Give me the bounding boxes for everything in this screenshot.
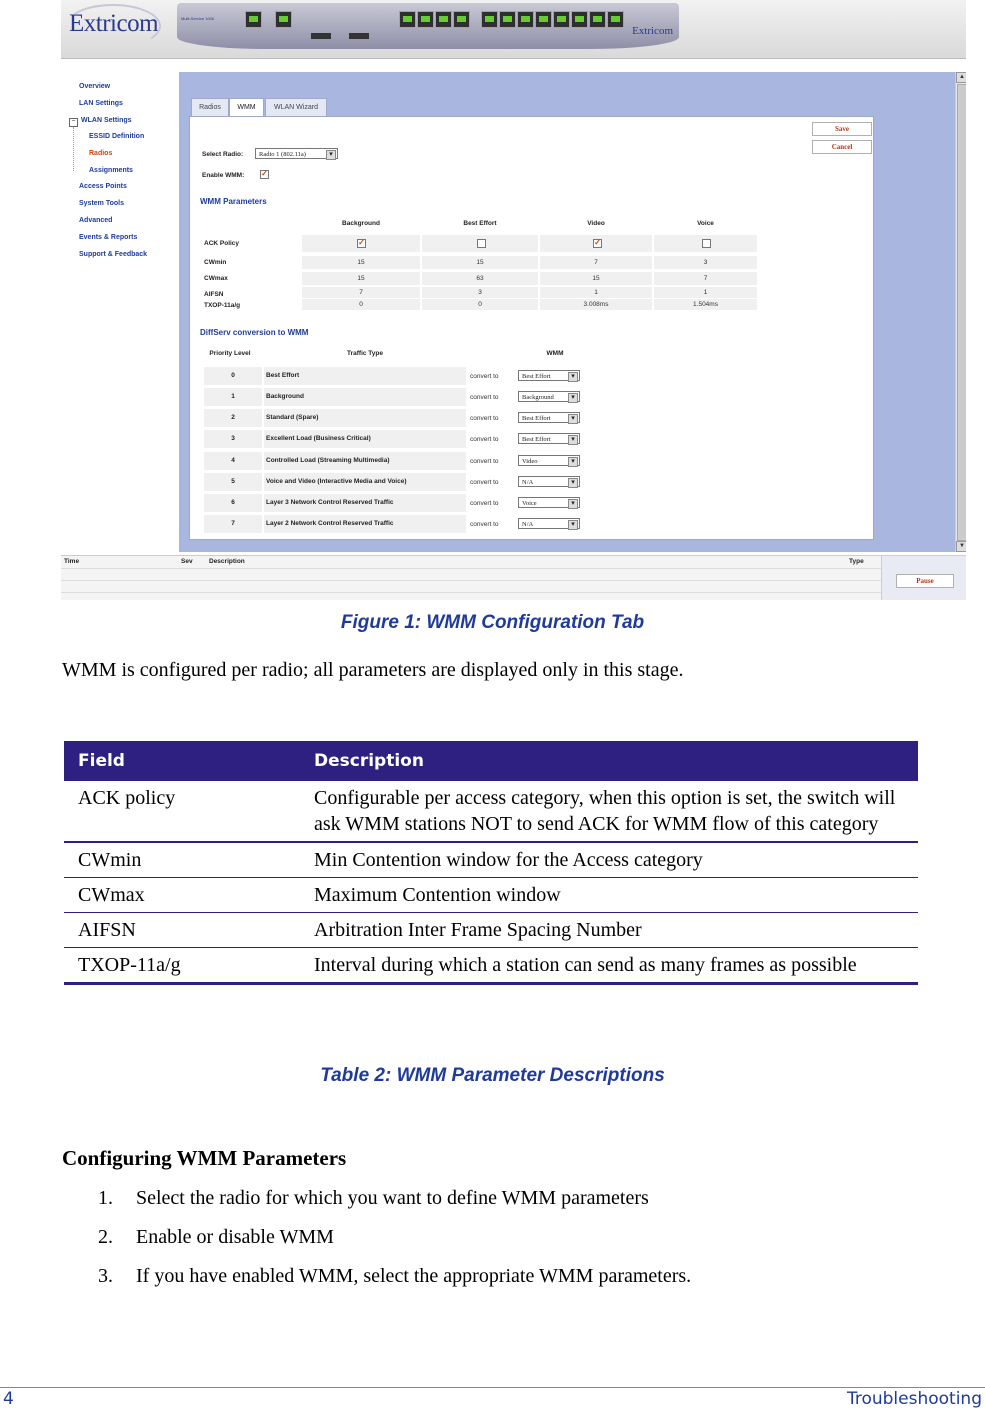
wmm-parameter-table	[64, 741, 918, 985]
port-slot	[311, 33, 331, 39]
nav-item-advanced[interactable]: Advanced	[79, 217, 113, 224]
ds-wmm-dropdown[interactable]: N/A ▾	[518, 518, 580, 529]
field-cell: CWmax	[64, 878, 300, 913]
ds-level: 4	[204, 452, 262, 470]
col-priority-level: Priority Level	[209, 350, 251, 357]
col-traffic-type: Traffic Type	[346, 350, 383, 357]
tree-connector	[73, 127, 74, 171]
nav-item-events-reports[interactable]: Events & Reports	[79, 234, 138, 241]
table-row	[64, 948, 918, 984]
ds-wmm-dropdown[interactable]: Best Effort ▾	[518, 370, 580, 381]
ds-convert-label: convert to	[470, 500, 499, 507]
main-content	[179, 72, 955, 552]
row-cwmin-label: CWmin	[204, 259, 227, 266]
ds-convert-label: convert to	[470, 479, 499, 486]
radio-port-icon	[499, 11, 516, 28]
ds-level: 7	[204, 515, 262, 533]
ds-wmm-dropdown[interactable]: Background ▾	[518, 391, 580, 402]
log-divider	[61, 568, 881, 569]
footer-section: Troubleshooting	[846, 1389, 982, 1409]
ack-best-effort-checkbox[interactable]	[477, 239, 486, 248]
step-number: 3.	[98, 1265, 113, 1287]
ds-type: Excellent Load (Business Critical)	[264, 430, 466, 448]
nav-item-lan-settings[interactable]: LAN Settings	[79, 100, 123, 107]
col-wmm: WMM	[546, 350, 564, 357]
diffserv-heading: DiffServ conversion to WMM	[200, 328, 309, 337]
ds-wmm-dropdown[interactable]: Best Effort ▾	[518, 433, 580, 444]
enable-wmm-label: Enable WMM:	[202, 172, 245, 179]
radio-port-icon	[399, 11, 416, 28]
pause-button[interactable]: Pause	[896, 574, 954, 588]
cwmax-video[interactable]: 15	[540, 272, 652, 285]
step-number: 2.	[98, 1226, 113, 1248]
table-caption: Table 2: WMM Parameter Descriptions	[320, 1065, 665, 1086]
collapse-icon[interactable]: −	[69, 118, 78, 127]
row-cwmax-label: CWmax	[204, 275, 228, 282]
log-col-type: Type	[849, 558, 864, 565]
radio-port-icon	[435, 11, 452, 28]
field-cell: TXOP-11a/g	[64, 948, 300, 984]
tab-wlan-wizard[interactable]: WLAN Wizard	[265, 98, 327, 116]
ack-video-checkbox[interactable]: ✓	[594, 238, 601, 247]
description-cell: Configurable per access category, when this option is set, the switch will ask WMM stations NOT to send ACK for WMM flow of this category	[300, 781, 918, 842]
nav-item-radios[interactable]: Radios	[89, 150, 113, 157]
table-row	[64, 913, 918, 948]
col-background: Background	[342, 220, 380, 227]
ds-convert-label: convert to	[470, 521, 499, 528]
wmm-parameters-heading: WMM Parameters	[200, 197, 267, 206]
cwmin-voice[interactable]: 3	[654, 256, 757, 269]
select-radio-dropdown[interactable]: Radio 1 (802.11a) ▾	[255, 148, 338, 159]
row-aifsn-label: AIFSN	[204, 291, 224, 298]
port-slot	[349, 33, 369, 39]
step-item	[98, 1187, 649, 1210]
log-divider	[61, 580, 881, 581]
wmm-config-screenshot	[61, 0, 966, 600]
table-header-row	[64, 741, 918, 781]
ack-voice-checkbox[interactable]	[702, 239, 711, 248]
cwmax-best-effort[interactable]: 63	[422, 272, 538, 285]
field-cell: ACK policy	[64, 781, 300, 842]
ack-voice-cell	[654, 235, 757, 252]
txop-voice[interactable]: 1.504ms	[654, 299, 757, 310]
nav-item-assignments[interactable]: Assignments	[89, 167, 133, 174]
ds-level: 1	[204, 388, 262, 406]
txop-video[interactable]: 3.008ms	[540, 299, 652, 310]
description-cell: Maximum Contention window	[300, 878, 918, 913]
ds-convert-label: convert to	[470, 394, 499, 401]
step-text: Select the radio for which you want to define WMM parameters	[136, 1187, 649, 1209]
aifsn-voice[interactable]: 1	[654, 287, 757, 298]
nav-item-access-points[interactable]: Access Points	[79, 183, 127, 190]
radio-port-icon	[607, 11, 624, 28]
ack-background-cell	[302, 235, 420, 252]
radio-port-icon	[517, 11, 534, 28]
radio-port-icon	[453, 11, 470, 28]
header-banner	[61, 0, 966, 59]
ds-convert-label: convert to	[470, 436, 499, 443]
radio-port-icon	[535, 11, 552, 28]
table-row	[64, 878, 918, 913]
table-header-description: Description	[300, 741, 918, 781]
row-ack-policy-label: ACK Policy	[204, 240, 240, 247]
nav-item-overview[interactable]: Overview	[79, 83, 111, 90]
extricom-logo: Extricom	[69, 10, 159, 37]
ds-type: Standard (Spare)	[264, 409, 466, 427]
log-col-time: Time	[64, 558, 80, 565]
radio-port-icon	[481, 11, 498, 28]
nav-item-system-tools[interactable]: System Tools	[79, 200, 124, 207]
aifsn-best-effort[interactable]: 3	[422, 287, 538, 298]
ack-best-effort-cell	[422, 235, 538, 252]
aifsn-video[interactable]: 1	[540, 287, 652, 298]
description-cell: Arbitration Inter Frame Spacing Number	[300, 913, 918, 948]
ds-level: 2	[204, 409, 262, 427]
log-col-description: Description	[209, 558, 245, 565]
col-video: Video	[587, 220, 605, 227]
ds-convert-label: convert to	[470, 373, 499, 380]
ethernet-port-icon	[245, 11, 262, 28]
ethernet-port-icon	[275, 11, 292, 28]
txop-background[interactable]: 0	[302, 299, 420, 310]
radio-port-icon	[553, 11, 570, 28]
radio-port-icon	[417, 11, 434, 28]
ds-type: Layer 2 Network Control Reserved Traffic	[264, 515, 466, 533]
aifsn-background[interactable]: 7	[302, 287, 420, 298]
table-header-field: Field	[64, 741, 300, 781]
log-col-sev: Sev	[181, 558, 193, 565]
ds-wmm-dropdown[interactable]: N/A ▾	[518, 476, 580, 487]
vertical-scrollbar[interactable]	[955, 72, 966, 552]
step-number: 1.	[98, 1187, 113, 1209]
select-radio-label: Select Radio:	[202, 151, 244, 158]
field-cell: CWmin	[64, 842, 300, 878]
nav-item-essid-definition[interactable]: ESSID Definition	[89, 133, 145, 140]
cwmin-background[interactable]: 15	[302, 256, 420, 269]
ds-wmm-dropdown[interactable]: Voice ▾	[518, 497, 580, 508]
field-cell: AIFSN	[64, 913, 300, 948]
nav-item-support-feedback[interactable]: Support & Feedback	[79, 251, 148, 258]
device-brand-label: Extricom	[632, 25, 673, 37]
step-text: If you have enabled WMM, select the appropriate WMM parameters.	[136, 1265, 692, 1287]
nav-item-wlan-settings[interactable]: WLAN Settings	[81, 117, 132, 124]
events-log	[61, 555, 966, 600]
footer-divider	[0, 1387, 985, 1388]
step-item	[98, 1226, 334, 1249]
cwmax-background[interactable]: 15	[302, 272, 420, 285]
ds-level: 0	[204, 367, 262, 385]
log-side-panel	[881, 556, 966, 600]
enable-wmm-checkbox[interactable]: ✓	[261, 169, 268, 178]
col-best-effort: Best Effort	[463, 220, 497, 227]
page-number: 4	[3, 1389, 14, 1409]
table-row	[64, 781, 918, 842]
radio-port-icon	[589, 11, 606, 28]
figure-caption: Figure 1: WMM Configuration Tab	[340, 612, 645, 633]
scroll-up-icon[interactable]: ▲	[956, 72, 966, 83]
col-voice: Voice	[697, 220, 714, 227]
ds-type: Best Effort	[264, 367, 466, 385]
ack-video-cell	[540, 235, 652, 252]
ds-type: Layer 3 Network Control Reserved Traffic	[264, 494, 466, 512]
save-button[interactable]: Save	[812, 122, 872, 136]
tab-wmm[interactable]: WMM	[229, 98, 264, 117]
cancel-button[interactable]: Cancel	[812, 140, 872, 154]
ack-background-checkbox[interactable]: ✓	[358, 238, 365, 247]
ds-level: 3	[204, 430, 262, 448]
cwmin-best-effort[interactable]: 15	[422, 256, 538, 269]
ds-type: Controlled Load (Streaming Multimedia)	[264, 452, 466, 470]
switch-device-image	[177, 3, 679, 49]
description-cell: Interval during which a station can send as many frames as possible	[300, 948, 918, 984]
ds-convert-label: convert to	[470, 458, 499, 465]
scroll-down-icon[interactable]: ▼	[956, 541, 966, 552]
ds-type: Voice and Video (Interactive Media and Voice)	[264, 473, 466, 491]
ds-wmm-dropdown[interactable]: Best Effort ▾	[518, 412, 580, 423]
ds-level: 5	[204, 473, 262, 491]
row-txop-label: TXOP-11a/g	[204, 302, 241, 309]
table-row	[64, 842, 918, 878]
ds-level: 6	[204, 494, 262, 512]
cwmin-video[interactable]: 7	[540, 256, 652, 269]
intro-paragraph: WMM is configured per radio; all parameters are displayed only in this stage.	[62, 659, 684, 681]
step-item	[98, 1265, 691, 1288]
cwmax-voice[interactable]: 7	[654, 272, 757, 285]
log-divider	[61, 592, 881, 593]
sidebar-nav	[61, 72, 179, 552]
section-title: Configuring WMM Parameters	[62, 1146, 347, 1170]
scrollbar-thumb[interactable]	[957, 84, 966, 541]
tab-radios[interactable]: Radios	[191, 98, 229, 116]
description-cell: Min Contention window for the Access category	[300, 842, 918, 878]
step-text: Enable or disable WMM	[136, 1226, 334, 1248]
device-model-label: Multi-Service 1000	[181, 16, 215, 21]
ds-wmm-dropdown[interactable]: Video ▾	[518, 455, 580, 466]
ds-convert-label: convert to	[470, 415, 499, 422]
txop-best-effort[interactable]: 0	[422, 299, 538, 310]
ds-type: Background	[264, 388, 466, 406]
radio-port-icon	[571, 11, 588, 28]
wmm-panel	[189, 116, 874, 540]
